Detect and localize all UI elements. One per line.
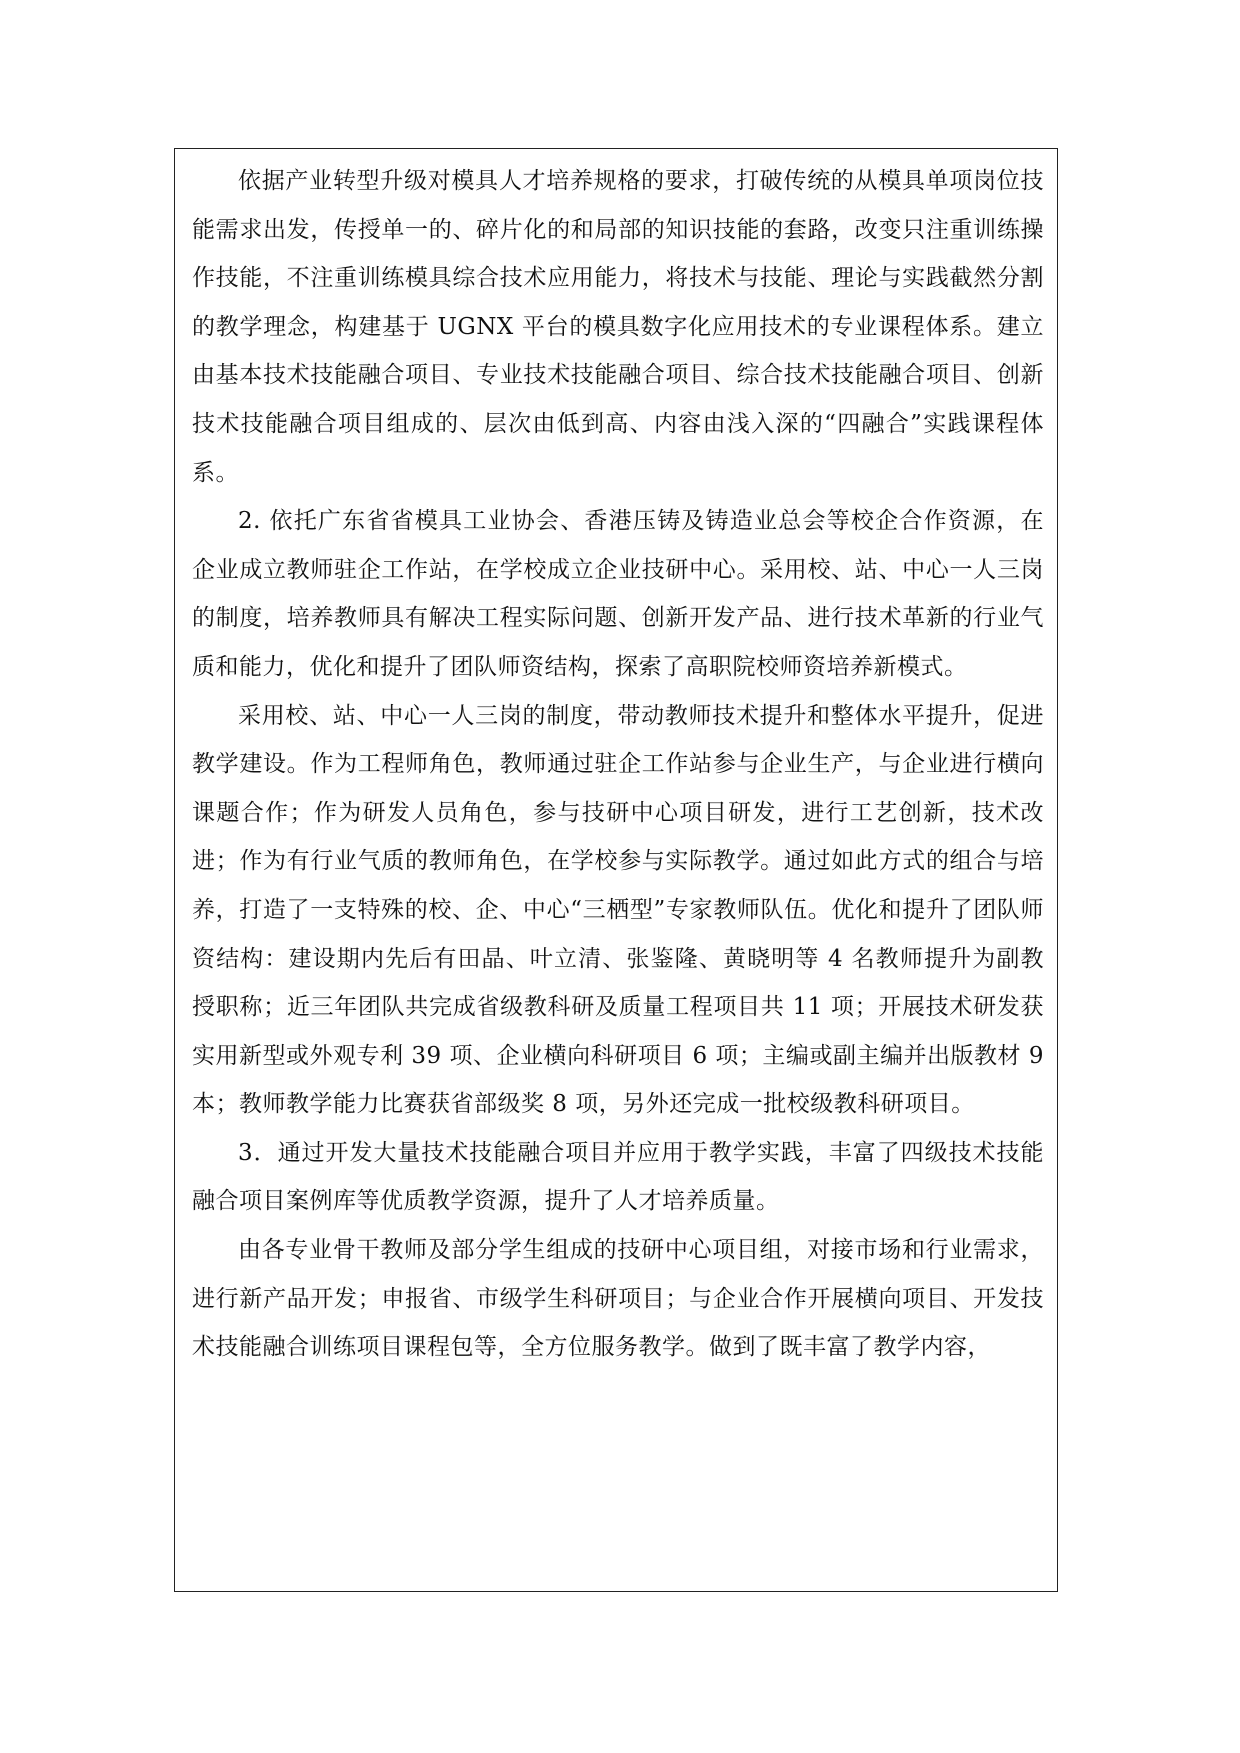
paragraph-2: 2. 依托广东省省模具工业协会、香港压铸及铸造业总会等校企合作资源，在企业成立教师驻企工作站，在学校成立企业技研中心。采用校、站、中心一人三岗的制度，培养教师具有解决工程实际问题、创新开发产品、进行技术革新的行业气质和能力，优化和提升了团队师资结构，探索了高职院校师资培养新模式。 [192, 508, 1044, 680]
bordered-text-box [174, 148, 1058, 1592]
paragraph-1: 依据产业转型升级对模具人才培养规格的要求，打破传统的从模具单项岗位技能需求出发，传授单一的、碎片化的和局部的知识技能的套路，改变只注重训练操作技能，不注重训练模具综合技术应用能力，将技术与技能、理论与实践截然分割的教学理念，构建基于 UGNX 平台的模具数字化应用技术的专业课程体系。建立由基本技术技能融合项目、专业技术技能融合项目、综合技术技能融合项目、创新技术技能融合项目组成的、层次由低到高、内容由浅入深的“四融合”实践课程体系。 [192, 168, 1044, 486]
document-body [192, 157, 1044, 1372]
paragraph-4: 3．通过开发大量技术技能融合项目并应用于教学实践，丰富了四级技术技能融合项目案例库等优质教学资源，提升了人才培养质量。 [192, 1139, 1044, 1215]
paragraph-3: 采用校、站、中心一人三岗的制度，带动教师技术提升和整体水平提升，促进教学建设。作为工程师角色，教师通过驻企工作站参与企业生产，与企业进行横向课题合作；作为研发人员角色，参与技研中心项目研发，进行工艺创新，技术改进；作为有行业气质的教师角色，在学校参与实际教学。通过如此方式的组合与培养，打造了一支特殊的校、企、中心“三栖型”专家教师队伍。优化和提升了团队师资结构：建设期内先后有田晶、叶立清、张鉴隆、黄晓明等 4 名教师提升为副教授职称；近三年团队共完成省级教科研及质量工程项目共 11 项；开展技术研发获实用新型或外观专利 39 项、企业横向科研项目 6 项；主编或副主编并出版教材 9 本；教师教学能力比赛获省部级奖 8 项，另外还完成一批校级教科研项目。 [192, 702, 1044, 1118]
paragraph-5: 由各专业骨干教师及部分学生组成的技研中心项目组，对接市场和行业需求，进行新产品开发；申报省、市级学生科研项目；与企业合作开展横向项目、开发技术技能融合训练项目课程包等，全方位服务教学。做到了既丰富了教学内容， [192, 1237, 1044, 1361]
